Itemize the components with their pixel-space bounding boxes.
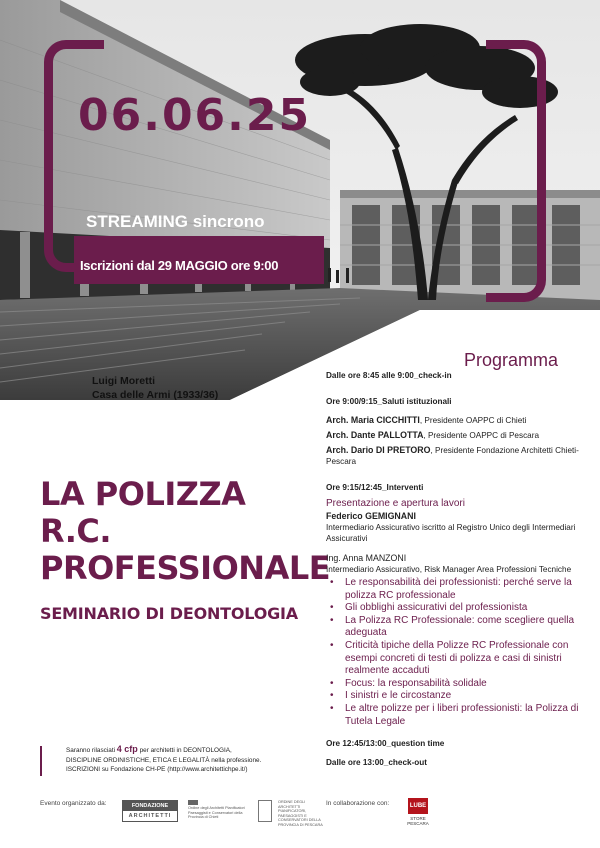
streaming-rest: sincrono — [188, 212, 265, 231]
topic-item: • I sinistri e le circostanze — [326, 690, 588, 703]
photo-caption — [92, 374, 218, 402]
intro-label: Presentazione e apertura lavori — [326, 498, 465, 509]
topic-item: • Le responsabilità dei professionisti: perché serve la polizza RC professionale — [326, 577, 588, 602]
photo-caption-building: Casa delle Armi (1933/36) — [92, 389, 219, 401]
credits-accent-bar — [40, 746, 42, 776]
lube-logo: LUBE — [408, 798, 428, 814]
ordine-pescara-emblem-icon — [258, 800, 272, 822]
date-frame-right-bracket — [486, 40, 546, 302]
credits-info — [66, 745, 326, 775]
greeting-item: Arch. Dante PALLOTTA, Presidente OAPPC di Pescara — [326, 430, 540, 440]
ordine-chieti-logo: Ordine degli Architetti Pianificatori Paesaggisti e Conservatori della Provincia di Chieti — [188, 800, 246, 820]
title-line-3: PROFESSIONALE — [40, 549, 331, 587]
speaker-2-role: Intermediario Assicurativo, Risk Manager Area Professioni Tecniche — [326, 565, 572, 574]
organized-by-label: Evento organizzato da: — [40, 800, 107, 807]
photo-caption-architect: Luigi Moretti — [92, 375, 155, 387]
speaker-2-name: Ing. Anna MANZONI — [326, 553, 407, 563]
program-schedule — [326, 370, 588, 768]
title-line-1: LA POLIZZA — [40, 475, 246, 513]
speaker-1-role: Intermediario Assicurativo iscritto al Registro Unico degli Intermediari Assicurativi — [326, 523, 576, 543]
lube-store-label: STORE PESCARA — [407, 816, 429, 827]
program-heading: Programma — [464, 350, 559, 370]
checkin-slot: Dalle ore 8:45 alle 9:00_check-in — [326, 371, 452, 380]
event-date: 06.06.25 — [78, 90, 312, 141]
greetings-list — [326, 415, 588, 467]
streaming-label — [86, 212, 265, 232]
registration-date: Iscrizioni dal 29 MAGGIO ore 9:00 — [80, 258, 279, 273]
topics-list — [326, 577, 588, 728]
checkout-slot: Dalle ore 13:00_check-out — [326, 758, 428, 768]
topic-item: • Le altre polizze per i liberi professionisti: la Polizza di Tutela Legale — [326, 703, 588, 728]
credits-line-1: Saranno rilasciati 4 cfp per architetti in DEONTOLOGIA, — [66, 744, 232, 754]
greeting-item: Arch. Maria CICCHITTI, Presidente OAPPC di Chieti — [326, 415, 527, 425]
collaboration-label: In collaborazione con: — [326, 800, 390, 807]
topic-item: • La Polizza RC Professionale: come scegliere quella adeguata — [326, 615, 588, 640]
talks-slot: Ore 9:15/12:45_Interventi — [326, 483, 424, 492]
topic-item: • Criticità tipiche della Polizze RC Professionale con esempi concreti di testi di polizza e casi di sinistri realmente accaduti — [326, 640, 588, 678]
seminar-title — [40, 476, 330, 587]
greetings-slot: Ore 9:00/9:15_Saluti istituzionali — [326, 397, 452, 406]
topic-item: • Focus: la responsabilità solidale — [326, 678, 588, 691]
credits-line-2: DISCIPLINE ORDINISTICHE, ETICA E LEGALITÀ nella professione. — [66, 756, 262, 764]
fondazione-architetti-logo: FONDAZIONE ARCHITETTI — [122, 800, 178, 822]
credits-line-3[interactable]: ISCRIZIONI su Fondazione CH-PE (http://www.architettichpe.it/) — [66, 766, 248, 773]
question-time-slot: Ore 12:45/13:00_question time — [326, 739, 445, 749]
title-line-2: R.C. — [40, 512, 112, 550]
streaming-bold: STREAMING — [86, 212, 188, 231]
cfp-count: 4 cfp — [116, 744, 138, 754]
greeting-item: Arch. Dario DI PRETORO, Presidente Fondazione Architetti Chieti-Pescara — [326, 445, 579, 466]
speaker-1-name: Federico GEMIGNANI — [326, 511, 416, 521]
topic-item: • Gli obblighi assicurativi del professionista — [326, 602, 588, 615]
ordine-pescara-logo: ORDINE DEGLI ARCHITETTI PIANIFICATORI, PAESAGGISTI E CONSERVATORI DELLA PROVINCIA DI PESCARA — [278, 800, 323, 827]
seminar-subtitle: SEMINARIO DI DEONTOLOGIA — [40, 604, 298, 623]
